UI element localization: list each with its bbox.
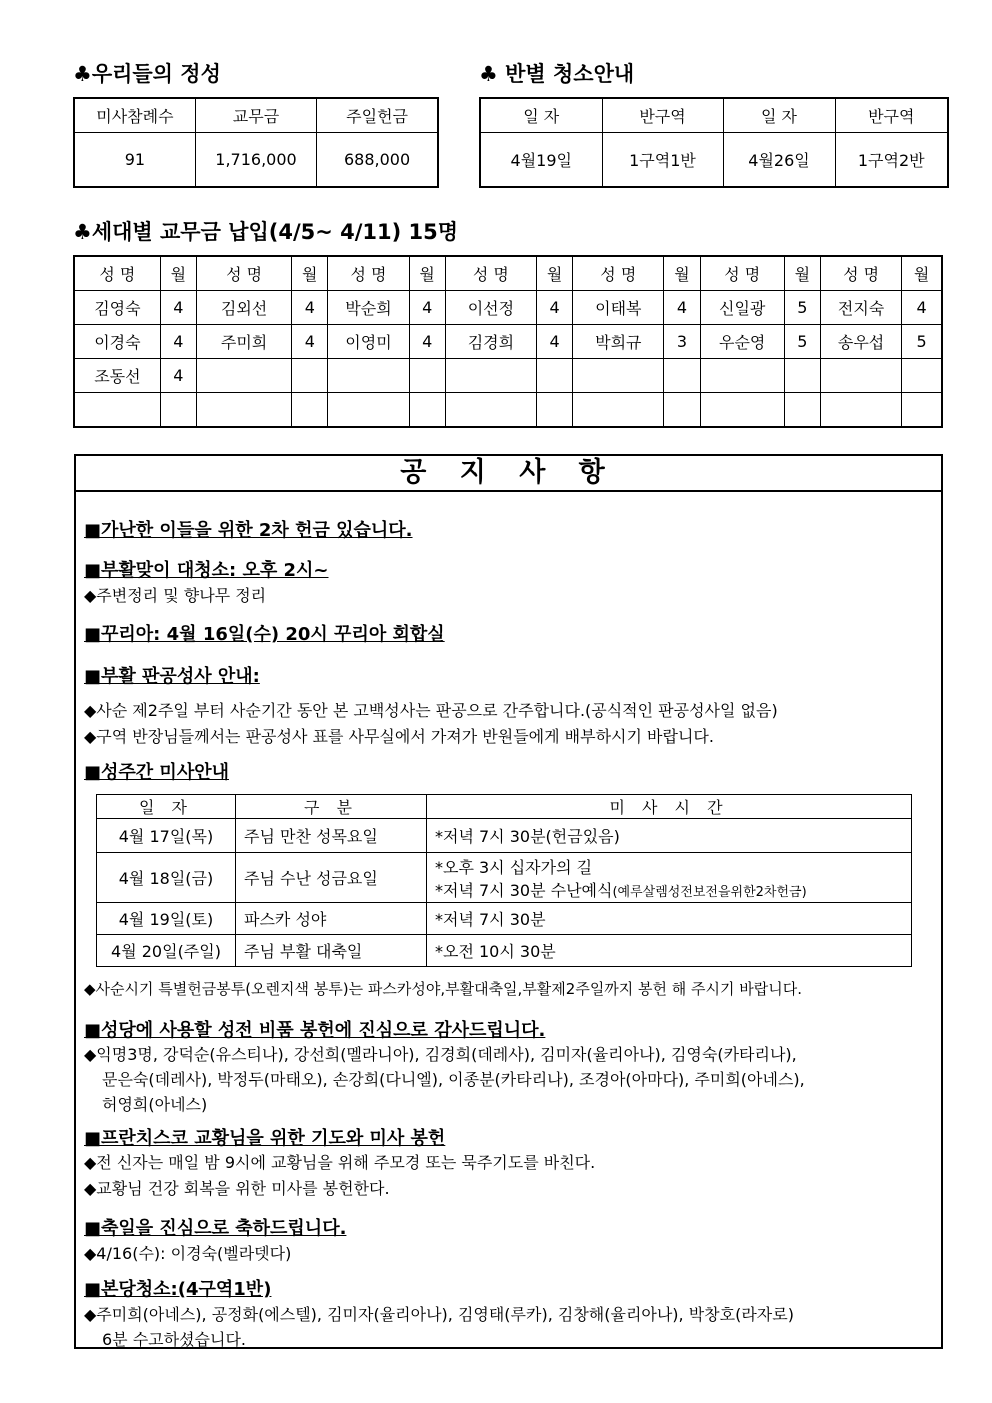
dues-header-month: 월 bbox=[784, 256, 820, 291]
dues-member-name bbox=[700, 393, 784, 428]
dues-header-name: 성 명 bbox=[196, 256, 291, 291]
dues-member-month bbox=[292, 393, 328, 428]
notice-feast-day: ■축일을 진심으로 축하드립니다. bbox=[84, 1218, 347, 1239]
cleaning-header-date-2: 일 자 bbox=[723, 98, 835, 133]
dues-member-name: 이선정 bbox=[445, 291, 536, 325]
mass-time: *오후 3시 십자가의 길 *저녁 7시 30분 수난예식(예루살렘성전보전을위한2차헌금) bbox=[427, 853, 912, 903]
mass-row bbox=[97, 935, 912, 967]
notice-title: 공 지 사 항 bbox=[76, 456, 941, 492]
dues-member-name: 우순영 bbox=[700, 325, 784, 359]
notice-curia: ■꾸리아: 4월 16일(수) 20시 꾸리아 회합실 bbox=[84, 624, 445, 645]
dues-member-name bbox=[820, 359, 901, 393]
dues-row bbox=[74, 325, 942, 359]
notice-confession-detail-2: ◆구역 반장님들께서는 판공성사 표를 사무실에서 가져가 반원들에게 배부하시기 바랍니다. bbox=[84, 727, 714, 746]
dues-member-name bbox=[573, 393, 664, 428]
notice-easter-cleaning-detail: ◆주변정리 및 향나무 정리 bbox=[84, 586, 267, 605]
offering-title: ♣우리들의 정성 bbox=[73, 62, 221, 86]
dues-member-name: 송우섭 bbox=[820, 325, 901, 359]
cleaning-area-2: 1구역2반 bbox=[835, 133, 948, 188]
mass-time: *저녁 7시 30분(헌금있음) bbox=[427, 819, 912, 853]
dues-member-name: 신일광 bbox=[700, 291, 784, 325]
dues-header-month: 월 bbox=[160, 256, 196, 291]
notice-thanks-detail-2: 문은숙(데레사), 박정두(마태오), 손강희(다니엘), 이종분(카타리나), 조경아(아마다), 주미희(아네스), bbox=[102, 1070, 805, 1089]
dues-header-name: 성 명 bbox=[445, 256, 536, 291]
mass-row bbox=[97, 853, 912, 903]
dues-header-month: 월 bbox=[537, 256, 573, 291]
dues-member-name: 전지숙 bbox=[820, 291, 901, 325]
dues-member-name bbox=[74, 393, 160, 428]
mass-row bbox=[97, 903, 912, 935]
notice-pope-prayer: ■프란치스코 교황님을 위한 기도와 미사 봉헌 bbox=[84, 1128, 446, 1149]
mass-type: 주님 부활 대축일 bbox=[236, 935, 427, 967]
dues-member-name: 김영숙 bbox=[74, 291, 160, 325]
dues-header-name: 성 명 bbox=[573, 256, 664, 291]
dues-member-name: 조동선 bbox=[74, 359, 160, 393]
dues-member-month: 4 bbox=[409, 291, 445, 325]
mass-type: 주님 수난 성금요일 bbox=[236, 853, 427, 903]
dues-header-month: 월 bbox=[664, 256, 700, 291]
offering-header-sunday: 주일헌금 bbox=[317, 98, 438, 133]
offering-value-dues: 1,716,000 bbox=[195, 133, 316, 188]
dues-member-name: 주미희 bbox=[196, 325, 291, 359]
dues-member-month: 5 bbox=[902, 325, 942, 359]
dues-member-month bbox=[902, 359, 942, 393]
cleaning-title: ♣ 반별 청소안내 bbox=[479, 62, 635, 86]
dues-member-name: 김외선 bbox=[196, 291, 291, 325]
dues-title: ♣세대별 교무금 납입(4/5~ 4/11) 15명 bbox=[73, 220, 459, 244]
notice-feast-day-detail: ◆4/16(수): 이경숙(벨라뎃다) bbox=[84, 1244, 292, 1263]
cleaning-header-area-1: 반구역 bbox=[602, 98, 723, 133]
cleaning-date-2: 4월26일 bbox=[723, 133, 835, 188]
dues-member-month: 4 bbox=[160, 359, 196, 393]
notice-church-cleaning-detail-2: 6분 수고하셨습니다. bbox=[102, 1330, 246, 1349]
dues-header-month: 월 bbox=[292, 256, 328, 291]
dues-row bbox=[74, 291, 942, 325]
notice-box bbox=[74, 454, 943, 1349]
dues-member-month bbox=[409, 393, 445, 428]
mass-row bbox=[97, 819, 912, 853]
mass-type: 파스카 성야 bbox=[236, 903, 427, 935]
notice-confession: ■부활 판공성사 안내: bbox=[84, 666, 260, 687]
notice-easter-cleaning: ■부활맞이 대청소: 오후 2시~ bbox=[84, 560, 329, 581]
dues-header-name: 성 명 bbox=[700, 256, 784, 291]
dues-member-name bbox=[700, 359, 784, 393]
cleaning-header-date-1: 일 자 bbox=[480, 98, 602, 133]
dues-member-month bbox=[160, 393, 196, 428]
mass-table bbox=[96, 794, 912, 967]
dues-member-month bbox=[664, 393, 700, 428]
dues-header-month: 월 bbox=[409, 256, 445, 291]
notice-confession-detail-1: ◆사순 제2주일 부터 사순기간 동안 본 고백성사는 판공으로 간주합니다.(공식적인 판공성사일 없음) bbox=[84, 701, 778, 720]
dues-member-name: 박희규 bbox=[573, 325, 664, 359]
dues-member-month bbox=[292, 359, 328, 393]
mass-date: 4월 17일(목) bbox=[97, 819, 236, 853]
dues-member-month bbox=[409, 359, 445, 393]
dues-table bbox=[73, 255, 943, 428]
dues-member-name: 이경숙 bbox=[74, 325, 160, 359]
offering-value-attendance: 91 bbox=[74, 133, 195, 188]
dues-member-name: 박순희 bbox=[328, 291, 409, 325]
dues-member-name bbox=[445, 393, 536, 428]
dues-member-month: 4 bbox=[292, 325, 328, 359]
dues-member-name bbox=[196, 393, 291, 428]
dues-member-month: 4 bbox=[664, 291, 700, 325]
cleaning-header-area-2: 반구역 bbox=[835, 98, 948, 133]
dues-member-month bbox=[537, 393, 573, 428]
dues-member-month: 4 bbox=[160, 325, 196, 359]
offering-header-attendance: 미사참례수 bbox=[74, 98, 195, 133]
notice-church-cleaning: ■본당청소:(4구역1반) bbox=[84, 1279, 272, 1300]
dues-member-month: 4 bbox=[537, 325, 573, 359]
cleaning-table bbox=[479, 97, 949, 188]
notice-thanks-detail-3: 허영희(아네스) bbox=[102, 1095, 208, 1114]
cleaning-date-1: 4월19일 bbox=[480, 133, 602, 188]
mass-header-date: 일 자 bbox=[97, 795, 236, 819]
dues-member-name bbox=[445, 359, 536, 393]
notice-lent-envelope: ◆사순시기 특별헌금봉투(오렌지색 봉투)는 파스카성야,부활대축일,부활제2주일까지 봉헌 해 주시기 바랍니다. bbox=[84, 980, 803, 998]
dues-member-month bbox=[784, 359, 820, 393]
dues-member-name bbox=[573, 359, 664, 393]
dues-member-name bbox=[328, 359, 409, 393]
notice-second-collection: ■가난한 이들을 위한 2차 헌금 있습니다. bbox=[84, 520, 413, 541]
dues-member-month bbox=[902, 393, 942, 428]
mass-time: *오전 10시 30분 bbox=[427, 935, 912, 967]
notice-pope-prayer-detail-2: ◆교황님 건강 회복을 위한 미사를 봉헌한다. bbox=[84, 1179, 390, 1198]
notice-thanks: ■성당에 사용할 성전 비품 봉헌에 진심으로 감사드립니다. bbox=[84, 1020, 546, 1041]
dues-member-month bbox=[664, 359, 700, 393]
dues-member-name: 김경희 bbox=[445, 325, 536, 359]
notice-thanks-detail-1: ◆익명3명, 강덕순(유스티나), 강선희(멜라니아), 김경희(데레사), 김미자(율리아나), 김영숙(카타리나), bbox=[84, 1045, 797, 1064]
dues-member-name bbox=[820, 393, 901, 428]
mass-date: 4월 19일(토) bbox=[97, 903, 236, 935]
dues-member-month: 3 bbox=[664, 325, 700, 359]
dues-member-month: 4 bbox=[160, 291, 196, 325]
dues-header-row bbox=[74, 256, 942, 291]
dues-member-name bbox=[328, 393, 409, 428]
mass-type: 주님 만찬 성목요일 bbox=[236, 819, 427, 853]
offering-table bbox=[73, 97, 439, 188]
mass-date: 4월 20일(주일) bbox=[97, 935, 236, 967]
dues-header-month: 월 bbox=[902, 256, 942, 291]
dues-member-name bbox=[196, 359, 291, 393]
dues-header-name: 성 명 bbox=[328, 256, 409, 291]
dues-row bbox=[74, 359, 942, 393]
offering-header-dues: 교무금 bbox=[195, 98, 316, 133]
notice-holy-week: ■성주간 미사안내 bbox=[84, 762, 229, 783]
dues-member-month: 4 bbox=[537, 291, 573, 325]
dues-header-name: 성 명 bbox=[74, 256, 160, 291]
dues-member-month: 4 bbox=[409, 325, 445, 359]
dues-member-month: 4 bbox=[902, 291, 942, 325]
offering-value-sunday: 688,000 bbox=[317, 133, 438, 188]
dues-member-name: 이영미 bbox=[328, 325, 409, 359]
mass-header-type: 구 분 bbox=[236, 795, 427, 819]
dues-member-month bbox=[537, 359, 573, 393]
mass-time: *저녁 7시 30분 bbox=[427, 903, 912, 935]
mass-date: 4월 18일(금) bbox=[97, 853, 236, 903]
dues-member-name: 이태복 bbox=[573, 291, 664, 325]
notice-pope-prayer-detail-1: ◆전 신자는 매일 밤 9시에 교황님을 위해 주모경 또는 묵주기도를 바친다. bbox=[84, 1153, 596, 1172]
cleaning-area-1: 1구역1반 bbox=[602, 133, 723, 188]
dues-row bbox=[74, 393, 942, 428]
dues-member-month: 5 bbox=[784, 325, 820, 359]
notice-church-cleaning-detail-1: ◆주미희(아네스), 공정화(에스텔), 김미자(율리아나), 김영태(루카), 김창해(율리아나), 박창호(라자로) bbox=[84, 1305, 794, 1324]
dues-member-month: 4 bbox=[292, 291, 328, 325]
dues-member-month bbox=[784, 393, 820, 428]
mass-header-time: 미 사 시 간 bbox=[427, 795, 912, 819]
dues-member-month: 5 bbox=[784, 291, 820, 325]
dues-header-name: 성 명 bbox=[820, 256, 901, 291]
